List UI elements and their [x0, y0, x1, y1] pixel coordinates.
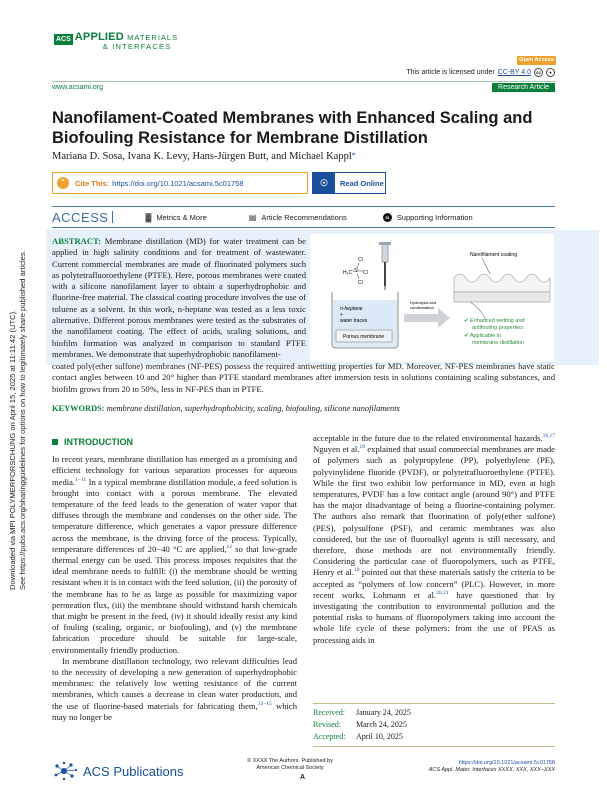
ref-12[interactable]: 12 [226, 543, 233, 550]
access-bar [52, 206, 555, 228]
read-online-label: Read Online [340, 178, 384, 188]
supporting-info-icon: SI [383, 213, 392, 222]
ref-16-17[interactable]: 16,17 [542, 433, 555, 440]
footer-journal-ref: ACS Appl. Mater. Interfaces XXXX, XXX, XXX−XXX [428, 767, 555, 773]
toc-benefit2-line1: ✔ Applicable in [464, 333, 502, 339]
article-type-badge: Research Article [492, 83, 555, 92]
revised-date: March 24, 2025 [356, 720, 407, 729]
recommendations-label: Article Recommendations [261, 212, 347, 222]
bar-chart-icon: ▓ [145, 212, 152, 222]
body-right-column [313, 433, 555, 646]
toc-process-line2: condensation [410, 305, 434, 310]
ref-1-11[interactable]: 1−11 [75, 476, 87, 483]
toc-porous-membrane: Porous membrane [343, 334, 385, 340]
read-online-icon: ☉ [313, 173, 335, 193]
intro-p1-text-a: In recent years, membrane distillation has emerged as a promising and efficient technology for various separation processes for aqueous media. [52, 454, 297, 487]
access-separator [112, 211, 113, 223]
cite-this-box[interactable] [52, 172, 308, 194]
toc-process-line1: Hydrolysis and [410, 300, 437, 305]
received-row [313, 707, 555, 719]
header-rule [52, 81, 555, 82]
journal-name [75, 33, 178, 51]
copyright-notice [200, 758, 380, 771]
toc-graphic [310, 234, 554, 362]
authors-text[interactable]: Mariana D. Sosa, Ivana K. Levy, Hans-Jürgen Butt, and Michael Kappl [52, 151, 352, 162]
intro-p3-text-c: explained that usual commercial membranes are made of polymers such as polypropylene (PP), polyethylene (PE), polyvinylidene fluoride (PVDF), or polytetrafluoroethylene (PTFE). While the first two exhibit low performance in MD, even at high temperatures, PVDF has a low contact angle (around 90°) and PTFE has the major disadvantage of being a fluorine-containing polymer. The authors also remark that fluorination of poly(ether sulfone) (PES), polysulfone (PSF), and ceramic membranes was also considered, but the use of fluoroalkyl agents is still necessary, and therefore, those methods are not environmentally friendly. Considering the particular case of fluoropolymers, such as PTFE, Henry et al. [313, 444, 555, 578]
intro-p2-text-a: In membrane distillation technology, two relevant difficulties lead to the necessity of developing a new generation of superhydrophobic membranes: the relatively low wetting resistance of the current membranes, which causes a decrease in clean water production, and the use of fluorine-based materials for fabricating them, [52, 655, 297, 711]
toc-benefit1-line2: antifouling properties [472, 325, 524, 331]
toc-benefit1-line1: ✔ Enhanced wetting and [464, 318, 525, 324]
journal-logo [54, 33, 178, 53]
intro-p1-text-c: so that low-grade thermal energy can be used. This process imposes requisites that the ideal membrane needs to fulfill: (i) the membrane should be wetting resistant when it is in contact with the feed solution, (ii) the porosity of the membrane has to be as large as possible for maximizing vapor permeation flux, (iii) the membrane should withstand harsh chemicals that might be present in the feed, (iv) it should ideally resist any kind of fouling (scaling, organic, or biofouling), and (v) the membrane fabrication procedure should be suitable for large-scale, environmentally friendly production. [52, 543, 298, 655]
footer-citation [429, 760, 555, 774]
journal-site-link[interactable]: www.acsami.org [52, 84, 103, 91]
page-number: A [300, 774, 306, 781]
revised-label: Revised: [313, 720, 341, 729]
metrics-label: Metrics & More [156, 212, 207, 222]
ref-13-15[interactable]: 13−15 [257, 700, 272, 707]
history-dates [313, 703, 555, 747]
abstract-text-bottom: coated poly(ether sulfone) membranes (NF-PES) possess the required antiwetting properties for MD. Moreover, NF-PES membranes have static contact angles between 10 and 20° higher than PTFE standard membranes after immersion tests in solutions containing scaling substances, and biofilm grows from 20 to 50%, less in NF-PES than in PTFE. [52, 361, 555, 394]
supporting-label: Supporting Information [396, 212, 473, 222]
ref-19[interactable]: 19 [353, 567, 360, 574]
journal-name-line1: APPLIED [74, 31, 124, 43]
toc-label-si: Si [354, 268, 359, 274]
article-title: Nanofilament-Coated Membranes with Enhanced Scaling and Biofouling Resistance for Membrane Distillation [52, 109, 533, 147]
document-icon: ▤ [248, 212, 257, 222]
keywords-text: membrane distillation, superhydrophobicity, scaling, biofouling, silicone nanofilaments [106, 404, 400, 413]
intro-p1-text-b: In a typical membrane distillation module, a feed solution is brought into contact with a porous membrane. The elevated temperature of the feed leads to the generation of water vapor that diffuses through the membrane and condenses on the other side. The temperature difference, which generates a vapor pressure difference across the membrane, is the driving force of the process. Typically, temperature differences of 20−40 °C are applied, [52, 476, 297, 554]
recommendations-link[interactable] [249, 213, 347, 222]
accepted-row [313, 731, 555, 743]
publisher-name: ACS Publications [83, 763, 184, 779]
cite-label: Cite This: [75, 178, 110, 188]
cc-icon: cc [535, 70, 541, 75]
intro-p3-text-a: acceptable in the future due to the related environmental hazards. [313, 433, 543, 443]
license-line [406, 68, 555, 77]
supporting-info-link[interactable] [383, 213, 473, 222]
abstract-label: ABSTRACT: [52, 236, 102, 246]
intro-paragraph-2 [52, 656, 297, 723]
intro-paragraph-1 [52, 454, 297, 656]
toc-solvent-line3: water traces [340, 318, 368, 324]
copyright-line1: © XXXX The Authors. Published by [247, 758, 333, 764]
copyright-line2: American Chemical Society [256, 764, 324, 771]
metrics-link[interactable] [145, 213, 206, 222]
abstract-part1: Membrane distillation (MD) for water treatment can be applied in high salinity conditions and for treatment of wastewater. Current commercial membranes are made of fluorinated polymers such as polytetrafluoroethylene (PTFE). Here, porous membranes were coated with a silicone nanofilament layer to obtain a superhydrophobic and fluorine-free material. The classical coating procedure involves the use of toluene as a solvent. In this work, n-heptane was tested as a less toxic alternative. Different porous membranes were tested as the substrates of the nanofilament coating. The effect of acids, scaling solutions, and biofilm formation was analyzed in comparison to standard PTFE membranes. We demonstrate that superhydrophobic nanofilament- [52, 236, 306, 359]
toc-solvent-line1: n-heptane [340, 306, 363, 312]
received-label: Received: [313, 708, 345, 717]
abstract-text-top [52, 236, 306, 360]
journal-name-line2: & INTERFACES [102, 42, 172, 51]
license-link[interactable]: CC-BY 4.0 [497, 69, 531, 76]
journal-name-line1-sub: MATERIALS [127, 33, 179, 42]
side-note-line2[interactable]: See https://pubs.acs.org/sharingguidelines for options on how to legitimately share published articles. [18, 250, 27, 590]
toc-label-cl-top: Cl [358, 257, 363, 263]
toc-label-h3c: H₃C [343, 270, 353, 276]
author-list [52, 151, 356, 162]
intro-p3-text-d: pointed out that these materials satisfy the criteria to be accepted as “polymers of low concern” (PLC). However, in more recent works, Lohmann et al. [313, 567, 555, 600]
read-online-button[interactable] [312, 172, 386, 194]
side-note-line1: Downloaded via MPI POLYMERFORSCHUNG on April 15, 2025 at 11:11:42 (UTC). [8, 309, 17, 590]
acs-publications-logo[interactable] [52, 760, 183, 782]
access-label: ACCESS [52, 209, 109, 225]
introduction-heading [52, 437, 297, 448]
body-left-column [52, 437, 297, 723]
ref-20-21[interactable]: 20,21 [436, 589, 449, 596]
quote-icon: “ [57, 177, 69, 189]
accepted-date: April 10, 2025 [356, 732, 403, 741]
acs-logo-box: ACS [56, 36, 71, 43]
acs-burst-icon [52, 760, 80, 782]
intro-p3-text-e: have questioned that by investigating the contribution to environmental pollution and the potential risks to humans of fluoropolymers taking into account the whole life cycle of these polymers: from the use of PFAS as processing aids in [313, 589, 555, 645]
toc-solvent-line2: + [340, 312, 343, 318]
intro-p3-text-b: Nguyen et al. [313, 444, 360, 455]
license-prefix: This article is licensed under [406, 69, 495, 76]
intro-paragraph-3 [313, 433, 555, 646]
download-side-note [4, 230, 32, 590]
section-square-icon [52, 439, 58, 445]
revised-row [313, 719, 555, 731]
cc-by-icon: ● [546, 68, 555, 77]
keywords [52, 404, 555, 413]
toc-benefit2-line2: membrane distillation [472, 340, 524, 346]
corresponding-author-mark[interactable]: * [351, 151, 356, 160]
footer-doi-link[interactable]: https://doi.org/10.1021/acsami.5c01758 [458, 760, 555, 766]
ref-18[interactable]: 18 [359, 444, 365, 451]
toc-label-cl-bottom: Cl [358, 280, 363, 286]
cite-doi-link[interactable]: https://doi.org/10.1021/acsami.5c01758 [112, 178, 244, 188]
received-date: January 24, 2025 [356, 708, 411, 717]
accepted-label: Accepted: [313, 732, 346, 741]
keywords-label: KEYWORDS: [52, 404, 105, 413]
toc-nanofilament-label: Nanofilament coating [470, 252, 517, 258]
intro-p2-text-b: which may no longer be [52, 700, 297, 722]
toc-label-cl-left: Cl [363, 270, 368, 276]
coated-membrane-shape [454, 292, 550, 302]
introduction-title: INTRODUCTION [64, 437, 133, 447]
open-access-badge: Open Access [517, 56, 556, 65]
